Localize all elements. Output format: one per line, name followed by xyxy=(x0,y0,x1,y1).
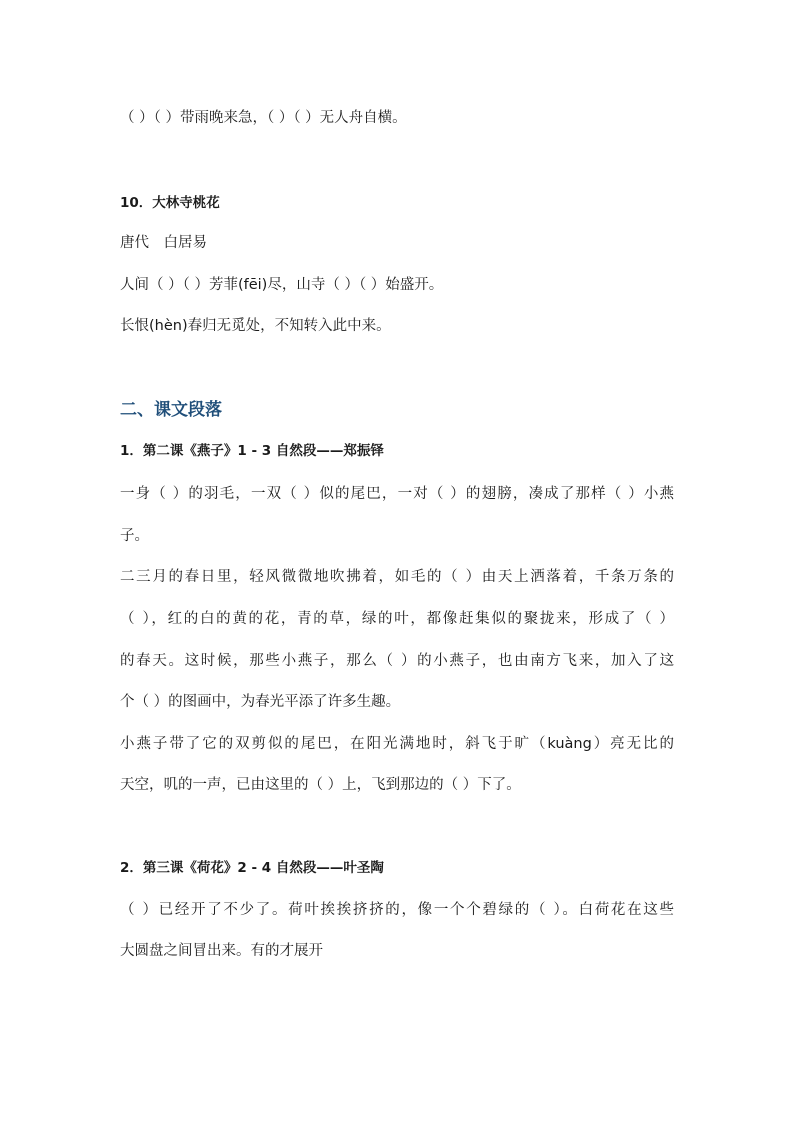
poem9-line2: （ ）（ ）带雨晚来急，（ ）（ ）无人舟自横。 xyxy=(120,110,407,126)
item1-line: 的春天。这时候，那些小燕子，那么（ ）的小燕子，也由南方飞来，加入了这 xyxy=(120,653,674,669)
item2-line: （ ）已经开了不少了。荷叶挨挨挤挤的，像一个个碧绿的（ ）。白荷花在这些 xyxy=(120,902,674,918)
item1-title: 1．第二课《燕子》1 - 3 自然段——郑振铎 xyxy=(120,443,384,459)
item1-line: 个（ ）的图画中，为春光平添了许多生趣。 xyxy=(120,694,401,710)
item2-title: 2．第三课《荷花》2 - 4 自然段——叶圣陶 xyxy=(120,860,384,876)
poem10-author: 唐代 白居易 xyxy=(120,235,207,251)
section-heading: 二、课文段落 xyxy=(120,400,222,420)
item1-line: （ ），红的白的黄的花，青的草，绿的叶，都像赶集似的聚拢来，形成了（ ） xyxy=(120,611,674,627)
item1-line: 子。 xyxy=(120,528,149,544)
poem10-title: 10．大林寺桃花 xyxy=(120,195,220,211)
item1-line: 天空，叽的一声，已由这里的（ ）上，飞到那边的（ ）下了。 xyxy=(120,777,521,793)
item2-line: 大圆盘之间冒出来。有的才展开 xyxy=(120,943,323,959)
item1-line: 二三月的春日里，轻风微微地吹拂着，如毛的（ ）由天上洒落着，千条万条的 xyxy=(120,569,674,585)
poem10-line1: 人间（ ）（ ）芳菲(fēi)尽，山寺（ ）（ ）始盛开。 xyxy=(120,277,444,293)
poem10-line2: 长恨(hèn)春归无觅处，不知转入此中来。 xyxy=(120,318,391,334)
item1-line: 小燕子带了它的双剪似的尾巴，在阳光满地时，斜飞于旷（kuàng）亮无比的 xyxy=(120,736,674,752)
item1-line: 一身（ ）的羽毛，一双（ ）似的尾巴，一对（ ）的翅膀，凑成了那样（ ）小燕 xyxy=(120,486,674,502)
